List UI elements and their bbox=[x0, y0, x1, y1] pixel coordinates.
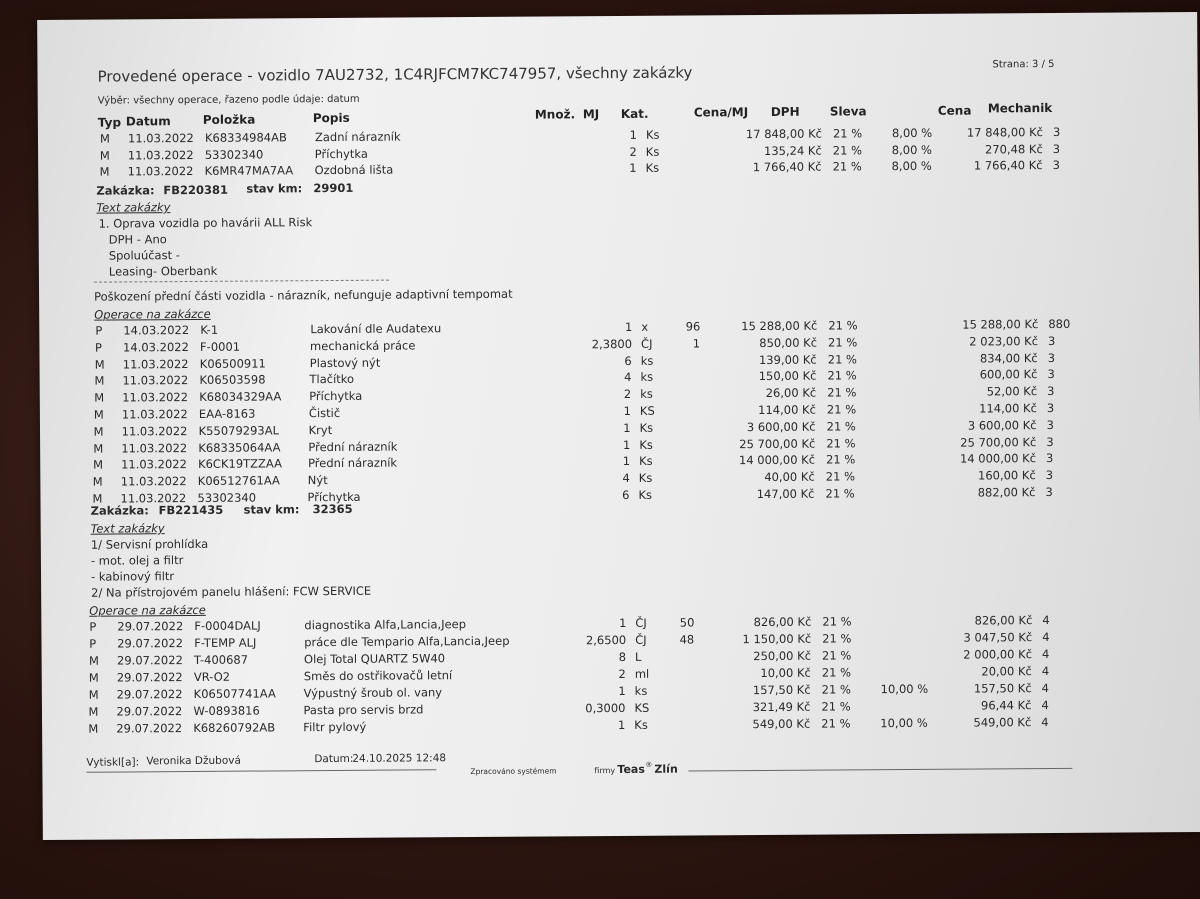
filter-description: Výběr: všechny operace, řazeno podle údaje: datum bbox=[97, 93, 360, 107]
cell-popis: Zadní nárazník bbox=[314, 129, 401, 145]
cell-mech: 4 bbox=[1041, 698, 1049, 713]
cell-mnoz: 2 bbox=[629, 144, 637, 159]
cell-popis: Ozdobná lišta bbox=[314, 162, 394, 178]
cell-polozka: VR-O2 bbox=[193, 669, 231, 684]
cell-typ: M bbox=[94, 357, 105, 372]
cell-datum: 14.03.2022 bbox=[123, 323, 190, 338]
cell-typ: P bbox=[94, 340, 103, 355]
cell-mj: Ks bbox=[634, 717, 648, 732]
cell-mj: KS bbox=[634, 700, 650, 715]
cell-mnoz: 1 bbox=[622, 437, 631, 452]
cell-mnoz: 0,3000 bbox=[585, 700, 626, 716]
cell-cena-mj: 40,00 Kč bbox=[764, 469, 815, 485]
operations-heading: Operace na zakázce bbox=[94, 306, 211, 322]
page-title: Provedené operace - vozidlo 7AU2732, 1C4RJFCM7KC747957, všechny zakázky bbox=[97, 63, 693, 86]
cell-cena-mj: 135,24 Kč bbox=[763, 143, 822, 158]
cell-polozka: K6CK19TZZAA bbox=[198, 456, 283, 472]
cell-cena-mj: 10,00 Kč bbox=[760, 665, 811, 681]
cell-dph: 21 % bbox=[825, 452, 856, 467]
cell-cena: 3 047,50 Kč bbox=[963, 630, 1033, 645]
cell-mech: 3 bbox=[1047, 350, 1056, 365]
cell-typ: M bbox=[92, 474, 103, 489]
cell-polozka: K06512761AA bbox=[197, 473, 280, 489]
cell-cena-mj: 157,50 Kč bbox=[752, 682, 811, 698]
cell-dph: 21 % bbox=[825, 469, 856, 484]
cell-mnoz: 4 bbox=[624, 370, 632, 385]
footer-line bbox=[688, 768, 1072, 772]
cell-mech: 4 bbox=[1042, 630, 1050, 645]
cell-mech: 4 bbox=[1041, 681, 1050, 696]
cell-cena: 14 000,00 Kč bbox=[959, 451, 1037, 467]
order-text-heading: Text zakázky bbox=[96, 200, 171, 215]
cell-typ: M bbox=[93, 441, 104, 456]
cell-dph: 21 % bbox=[825, 486, 855, 501]
page-number: Strana: 3 / 5 bbox=[992, 58, 1055, 71]
cell-typ: M bbox=[88, 670, 99, 685]
col-mechanik: Mechanik bbox=[987, 100, 1053, 116]
cell-dph: 21 % bbox=[826, 435, 856, 451]
cell-mj: Ks bbox=[645, 144, 660, 159]
cell-cena: 2 000,00 Kč bbox=[963, 647, 1033, 662]
cell-typ: M bbox=[93, 424, 104, 439]
cell-mech: 4 bbox=[1041, 664, 1050, 679]
cell-sleva: 8,00 % bbox=[891, 142, 933, 157]
cell-typ: M bbox=[88, 687, 99, 702]
cell-dph: 21 % bbox=[821, 648, 852, 663]
company-sep: ® bbox=[645, 760, 653, 769]
processed-by-system: Zpracováno systémem bbox=[470, 766, 557, 777]
cell-cena: 1 766,40 Kč bbox=[973, 158, 1043, 173]
cell-mech: 3 bbox=[1047, 367, 1055, 382]
cell-mnoz: 1 bbox=[629, 127, 638, 142]
footer-line bbox=[86, 769, 436, 772]
cell-mj: ks bbox=[634, 683, 648, 698]
cell-typ: M bbox=[99, 164, 110, 179]
cell-mnoz: 2 bbox=[623, 387, 632, 402]
col-dph: DPH bbox=[770, 104, 800, 119]
cell-mech: 3 bbox=[1052, 157, 1060, 172]
cell-mnoz: 1 bbox=[622, 454, 631, 469]
cell-polozka: K68034329AA bbox=[199, 389, 282, 405]
cell-mech: 880 bbox=[1048, 316, 1071, 332]
cell-mnoz: 8 bbox=[618, 649, 627, 665]
cell-popis: Přední nárazník bbox=[308, 439, 398, 454]
cell-dph: 21 % bbox=[832, 126, 863, 141]
cell-mj: Ks bbox=[638, 487, 653, 502]
cell-mj: Ks bbox=[645, 127, 660, 142]
cell-popis: Nýt bbox=[307, 473, 328, 488]
company-city: Zlín bbox=[654, 762, 678, 776]
cell-cena: 882,00 Kč bbox=[977, 485, 1036, 500]
cell-cena: 52,00 Kč bbox=[986, 384, 1038, 399]
cell-mnoz: 6 bbox=[624, 353, 632, 368]
damage-description: Poškození přední části vozidla - nárazník, nefunguje adaptivní tempomat bbox=[94, 286, 513, 304]
order-text-line: - mot. olej a filtr bbox=[90, 553, 184, 568]
cell-typ: M bbox=[88, 653, 100, 668]
cell-popis: Pasta pro servis brzd bbox=[303, 702, 424, 718]
cell-datum: 11.03.2022 bbox=[120, 474, 187, 489]
company-prefix: firmy bbox=[594, 766, 616, 776]
cell-dph: 21 % bbox=[822, 614, 852, 629]
cell-cena-mj: 114,00 Kč bbox=[758, 402, 816, 418]
cell-polozka: K-1 bbox=[200, 322, 219, 337]
cell-polozka: F-0004DALJ bbox=[194, 618, 261, 633]
cell-cena-mj: 15 288,00 Kč bbox=[741, 318, 818, 334]
cell-mech: 3 bbox=[1052, 124, 1061, 139]
cell-dph: 21 % bbox=[832, 142, 863, 158]
cell-popis: Příchytka bbox=[307, 489, 361, 505]
cell-typ: M bbox=[99, 131, 110, 146]
cell-mj: Ks bbox=[645, 160, 660, 175]
cell-cena: 2 023,00 Kč bbox=[969, 333, 1039, 349]
cell-popis: Čistič bbox=[308, 405, 341, 421]
cell-mech: 3 bbox=[1047, 384, 1055, 399]
company-logo-name: Teas bbox=[617, 762, 645, 777]
order-text-line: 2/ Na přístrojovém panelu hlášení: FCW SERVICE bbox=[91, 583, 372, 600]
cell-cena: 600,00 Kč bbox=[979, 367, 1038, 382]
col-cena-mj: Cena/MJ bbox=[693, 105, 749, 120]
print-date-label: Datum: bbox=[314, 752, 354, 766]
cell-cena: 25 700,00 Kč bbox=[960, 434, 1037, 450]
cell-cena-mj: 17 848,00 Kč bbox=[745, 126, 823, 142]
cell-cena-mj: 250,00 Kč bbox=[753, 648, 812, 664]
cell-dph: 21 % bbox=[827, 385, 857, 400]
cell-sleva: 10,00 % bbox=[880, 681, 929, 697]
cell-cena: 826,00 Kč bbox=[974, 613, 1033, 628]
cell-mnoz: 1 bbox=[629, 160, 637, 175]
col-datum: Datum bbox=[125, 114, 171, 129]
cell-mj: ks bbox=[640, 386, 653, 402]
cell-cena: 549,00 Kč bbox=[973, 715, 1032, 730]
cell-popis: Příchytka bbox=[314, 146, 368, 161]
cell-polozka: K06507741AA bbox=[193, 686, 276, 701]
cell-dph: 21 % bbox=[821, 665, 852, 680]
cell-dph: 21 % bbox=[822, 631, 852, 646]
cell-popis: Výpustný šroub ol. vany bbox=[303, 685, 443, 701]
cell-popis: Filtr pylový bbox=[303, 719, 367, 735]
cell-cena-mj: 321,49 Kč bbox=[752, 699, 811, 715]
cell-mnoz: 1 bbox=[624, 319, 633, 334]
cell-datum: 29.07.2022 bbox=[116, 687, 183, 702]
cell-kat: 50 bbox=[679, 615, 695, 630]
order-text-line: 1. Oprava vozidla po havárii ALL Risk bbox=[98, 215, 313, 231]
cell-cena-mj: 1 150,00 Kč bbox=[742, 631, 812, 647]
cell-datum: 11.03.2022 bbox=[121, 440, 188, 456]
cell-cena: 96,44 Kč bbox=[980, 698, 1032, 713]
cell-kat: 1 bbox=[692, 336, 701, 351]
col-kat: Kat. bbox=[620, 106, 649, 121]
col-polozka: Položka bbox=[202, 112, 256, 127]
cell-polozka: K55079293AL bbox=[198, 423, 280, 438]
cell-mnoz: 1 bbox=[618, 683, 626, 699]
cell-dph: 21 % bbox=[821, 716, 851, 731]
cell-mnoz: 1 bbox=[618, 615, 627, 631]
cell-datum: 11.03.2022 bbox=[122, 356, 189, 372]
cell-cena-mj: 3 600,00 Kč bbox=[746, 419, 816, 434]
cell-datum: 29.07.2022 bbox=[116, 670, 183, 685]
cell-cena-mj: 14 000,00 Kč bbox=[738, 453, 816, 468]
cell-polozka: K68335064AA bbox=[198, 439, 281, 455]
cell-mnoz: 6 bbox=[622, 487, 630, 502]
col-sleva: Sleva bbox=[829, 104, 867, 119]
cell-cena: 270,48 Kč bbox=[984, 141, 1043, 156]
cell-polozka: T-400687 bbox=[193, 652, 249, 667]
cell-popis: Plastový nýt bbox=[309, 355, 381, 370]
cell-dph: 21 % bbox=[827, 368, 857, 383]
cell-typ: M bbox=[94, 373, 105, 389]
order-number: FB220381 bbox=[163, 182, 229, 198]
cell-datum: 29.07.2022 bbox=[116, 721, 183, 736]
cell-mech: 3 bbox=[1045, 451, 1054, 466]
cell-datum: 29.07.2022 bbox=[117, 636, 184, 651]
cell-cena: 160,00 Kč bbox=[977, 468, 1036, 483]
cell-typ: M bbox=[92, 491, 103, 506]
km-label: stav km: bbox=[243, 502, 300, 517]
cell-mech: 3 bbox=[1046, 400, 1055, 416]
cell-polozka: K06503598 bbox=[199, 372, 266, 388]
cell-typ: P bbox=[95, 323, 103, 338]
cell-cena-mj: 25 700,00 Kč bbox=[739, 436, 816, 451]
cell-mnoz: 1 bbox=[623, 420, 631, 435]
cell-popis: Přední nárazník bbox=[308, 455, 398, 471]
cell-mech: 3 bbox=[1046, 434, 1054, 449]
cell-cena-mj: 826,00 Kč bbox=[753, 614, 812, 630]
order-text-line: Leasing- Oberbank bbox=[108, 263, 218, 279]
cell-sleva: 10,00 % bbox=[880, 715, 928, 731]
printed-by-name: Veronika Džubová bbox=[146, 754, 241, 768]
operations-heading: Operace na zakázce bbox=[89, 602, 206, 618]
cell-popis: diagnostika Alfa,Lancia,Jeep bbox=[304, 617, 467, 633]
cell-datum: 11.03.2022 bbox=[121, 407, 188, 422]
cell-datum: 29.07.2022 bbox=[116, 653, 183, 668]
cell-mj: L bbox=[634, 649, 642, 664]
cell-kat: 96 bbox=[685, 319, 701, 334]
km-value: 32365 bbox=[312, 501, 353, 517]
cell-cena: 17 848,00 Kč bbox=[966, 125, 1044, 140]
cell-typ: M bbox=[93, 407, 104, 422]
cell-mj: ČJ bbox=[640, 336, 653, 351]
cell-polozka: K6MR47MA7AA bbox=[204, 163, 294, 178]
col-popis: Popis bbox=[312, 110, 350, 126]
order-text-heading: Text zakázky bbox=[90, 521, 165, 536]
cell-mj: x bbox=[641, 319, 649, 334]
order-number: FB221435 bbox=[158, 502, 224, 518]
cell-mech: 3 bbox=[1045, 484, 1053, 500]
order-label: Zakázka: bbox=[96, 183, 155, 198]
cell-polozka: K68260792AB bbox=[193, 720, 276, 735]
cell-cena-mj: 147,00 Kč bbox=[756, 486, 815, 502]
cell-mnoz: 1 bbox=[623, 403, 631, 418]
order-text-line: 1/ Servisní prohlídka bbox=[90, 536, 209, 552]
cell-mnoz: 4 bbox=[622, 471, 630, 486]
cell-mj: Ks bbox=[638, 470, 653, 486]
cell-dph: 21 % bbox=[827, 335, 858, 350]
order-text-line: DPH - Ano bbox=[108, 232, 167, 247]
cell-polozka: EAA-8163 bbox=[198, 406, 256, 421]
km-value: 29901 bbox=[313, 180, 354, 196]
cell-cena: 834,00 Kč bbox=[979, 350, 1038, 366]
cell-popis: Kryt bbox=[308, 422, 333, 437]
cell-mj: ks bbox=[640, 353, 654, 368]
cell-popis: Příchytka bbox=[309, 388, 363, 404]
cell-popis: Tlačítko bbox=[309, 372, 355, 387]
cell-mnoz: 1 bbox=[617, 717, 626, 733]
cell-datum: 29.07.2022 bbox=[116, 704, 183, 719]
cell-mech: 3 bbox=[1052, 141, 1061, 156]
cell-mj: ml bbox=[634, 666, 650, 681]
order-label: Zakázka: bbox=[90, 503, 149, 518]
cell-cena: 157,50 Kč bbox=[973, 681, 1032, 696]
cell-kat: 48 bbox=[679, 632, 695, 647]
col-mnoz: Množ. bbox=[534, 107, 576, 122]
cell-typ: M bbox=[94, 390, 105, 405]
cell-polozka: F-TEMP ALJ bbox=[194, 635, 257, 650]
cell-datum: 29.07.2022 bbox=[117, 619, 184, 634]
cell-mech: 4 bbox=[1041, 647, 1050, 662]
cell-dph: 21 % bbox=[832, 159, 862, 174]
cell-typ: M bbox=[88, 704, 99, 719]
col-mj: MJ bbox=[582, 107, 600, 122]
cell-typ: M bbox=[93, 458, 104, 473]
cell-mj: ČJ bbox=[635, 632, 647, 647]
cell-cena: 15 288,00 Kč bbox=[962, 317, 1039, 332]
cell-datum: 11.03.2022 bbox=[127, 147, 194, 162]
cell-cena-mj: 26,00 Kč bbox=[765, 385, 817, 401]
km-label: stav km: bbox=[246, 181, 303, 196]
cell-mj: Ks bbox=[639, 437, 653, 452]
cell-sleva: 8,00 % bbox=[891, 158, 932, 174]
cell-polozka: F-0001 bbox=[199, 339, 241, 354]
print-date: 24.10.2025 12:48 bbox=[352, 752, 447, 765]
cell-datum: 11.03.2022 bbox=[122, 373, 189, 388]
cell-mech: 3 bbox=[1045, 468, 1054, 483]
order-text-line: Spoluúčast - bbox=[108, 248, 180, 263]
cell-datum: 11.03.2022 bbox=[127, 163, 194, 179]
cell-popis: práce dle Tempario Alfa,Lancia,Jeep bbox=[304, 633, 510, 650]
cell-cena-mj: 850,00 Kč bbox=[759, 335, 818, 350]
cell-dph: 21 % bbox=[821, 682, 851, 697]
cell-dph: 21 % bbox=[827, 351, 857, 367]
cell-popis: Směs do ostřikovačů letní bbox=[303, 668, 453, 684]
printed-by-label: Vytiskl[a]: bbox=[86, 756, 140, 769]
cell-polozka: W-0893816 bbox=[193, 703, 260, 718]
cell-datum: 14.03.2022 bbox=[122, 339, 189, 355]
cell-cena: 20,00 Kč bbox=[981, 664, 1032, 679]
cell-cena: 114,00 Kč bbox=[979, 401, 1037, 416]
cell-typ: M bbox=[88, 721, 99, 736]
cell-dph: 21 % bbox=[821, 699, 851, 714]
cell-mech: 3 bbox=[1046, 417, 1054, 432]
cell-popis: Lakování dle Audatexu bbox=[310, 321, 442, 337]
cell-polozka: 53302340 bbox=[204, 146, 264, 162]
cell-cena-mj: 1 766,40 Kč bbox=[752, 159, 822, 175]
cell-mj: Ks bbox=[639, 420, 654, 435]
cell-mech: 3 bbox=[1047, 333, 1056, 348]
cell-mech: 4 bbox=[1041, 715, 1049, 730]
cell-cena-mj: 150,00 Kč bbox=[758, 369, 817, 384]
cell-datum: 11.03.2022 bbox=[120, 491, 187, 506]
cell-polozka: K68334984AB bbox=[204, 130, 287, 145]
cell-mnoz: 2,3800 bbox=[591, 336, 633, 351]
col-typ: Typ bbox=[97, 115, 122, 130]
cell-datum: 11.03.2022 bbox=[122, 390, 189, 405]
cell-mnoz: 2 bbox=[618, 666, 626, 682]
col-cena: Cena bbox=[937, 103, 972, 118]
cell-mj: Ks bbox=[638, 454, 653, 469]
cell-polozka: K06500911 bbox=[199, 356, 266, 371]
cell-mech: 4 bbox=[1042, 613, 1050, 628]
order-text-line: - kabinový filtr bbox=[90, 569, 175, 584]
cell-mj: KS bbox=[639, 403, 655, 418]
cell-mnoz: 2,6500 bbox=[585, 632, 627, 648]
cell-dph: 21 % bbox=[828, 318, 858, 333]
cell-cena: 3 600,00 Kč bbox=[967, 417, 1037, 433]
cell-typ: P bbox=[89, 636, 97, 651]
cell-dph: 21 % bbox=[826, 402, 857, 417]
cell-datum: 11.03.2022 bbox=[121, 457, 187, 472]
cell-popis: Olej Total QUARTZ 5W40 bbox=[303, 651, 446, 667]
cell-polozka: 53302340 bbox=[197, 490, 257, 505]
cell-dph: 21 % bbox=[826, 419, 856, 434]
cell-datum: 11.03.2022 bbox=[127, 130, 194, 146]
cell-typ: M bbox=[99, 148, 110, 163]
cell-typ: P bbox=[89, 619, 97, 634]
cell-cena-mj: 549,00 Kč bbox=[752, 716, 811, 732]
cell-cena-mj: 139,00 Kč bbox=[758, 352, 817, 367]
divider bbox=[94, 280, 389, 283]
cell-mj: ČJ bbox=[635, 615, 647, 630]
cell-sleva: 8,00 % bbox=[891, 125, 933, 141]
cell-popis: mechanická práce bbox=[309, 338, 416, 353]
printed-page bbox=[37, 12, 1200, 840]
cell-datum: 11.03.2022 bbox=[121, 423, 188, 439]
cell-mj: ks bbox=[640, 370, 654, 385]
